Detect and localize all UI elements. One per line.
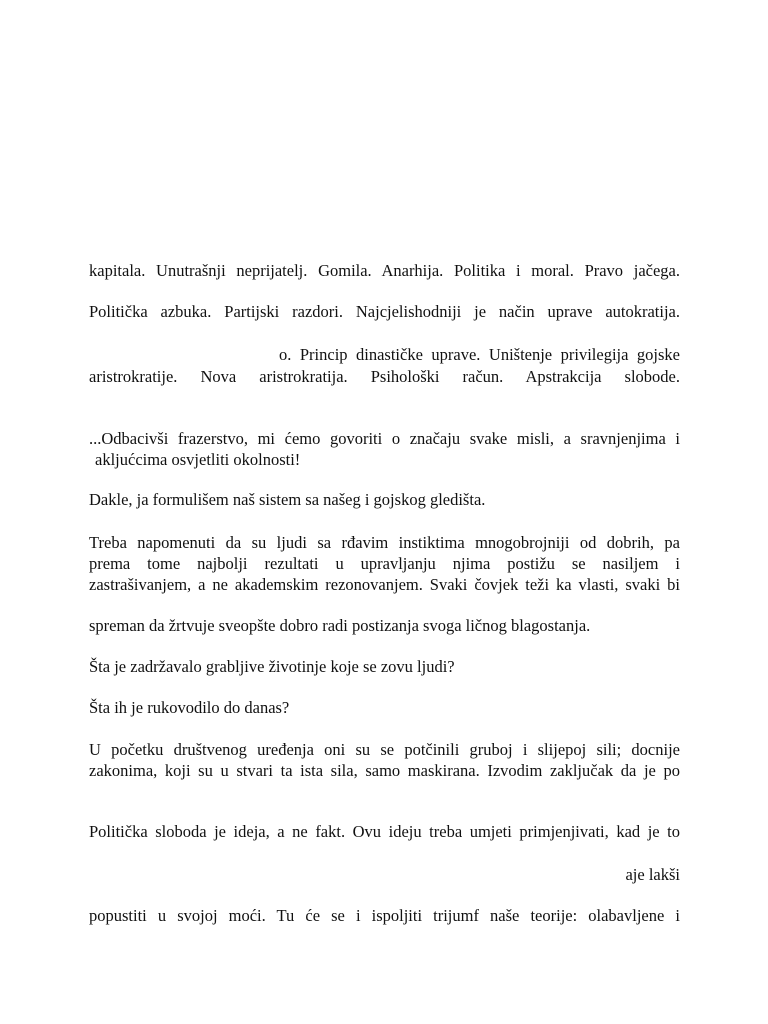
text-line: popustiti u svojoj moći. Tu će se i ispoljiti trijumf naše teorije: olabavljene i xyxy=(89,906,680,925)
text-line: Politička azbuka. Partijski razdori. Najcjelishodniji je način uprave autokratija. xyxy=(89,302,680,321)
text-line: akljućcima osvjetliti okolnosti! xyxy=(95,450,301,469)
text-line: zakonima, koji su u stvari ta ista sila, samo maskirana. Izvodim zaključak da je po xyxy=(89,761,680,780)
text-line: ...Odbacivši frazerstvo, mi ćemo govoriti o značaju svake misli, a sravnjenjima i xyxy=(89,429,680,448)
text-line: zastrašivanjem, a ne akademskim rezonovanjem. Svaki čovjek teži ka vlasti, svaki bi xyxy=(89,575,680,594)
text-line: aje lakši xyxy=(625,865,680,884)
text-line: aristrokratije. Nova aristrokratija. Psihološki račun. Apstrakcija slobode. xyxy=(89,367,680,386)
text-line: Šta je zadržavalo grabljive životinje koje se zovu ljudi? xyxy=(89,657,455,676)
text-line: o. Princip dinastičke uprave. Uništenje privilegija gojske xyxy=(279,345,680,364)
text-line: Politička sloboda je ideja, a ne fakt. Ovu ideju treba umjeti primjenjivati, kad je to xyxy=(89,822,680,841)
text-line: Šta ih je rukovodilo do danas? xyxy=(89,698,290,717)
text-line: U početku društvenog uređenja oni su se potčinili gruboj i slijepoj sili; docnije xyxy=(89,740,680,759)
text-line: spreman da žrtvuje sveopšte dobro radi postizanja svoga ličnog blagostanja. xyxy=(89,616,591,635)
text-line: prema tome najbolji rezultati u upravljanju njima postižu se nasiljem i xyxy=(89,554,680,573)
text-line: kapitala. Unutrašnji neprijatelj. Gomila. Anarhija. Politika i moral. Pravo jačega. xyxy=(89,261,680,280)
text-line: Treba napomenuti da su ljudi sa rđavim instiktima mnogobrojniji od dobrih, pa xyxy=(89,533,680,552)
text-line: Dakle, ja formulišem naš sistem sa našeg i gojskog gledišta. xyxy=(89,490,486,509)
